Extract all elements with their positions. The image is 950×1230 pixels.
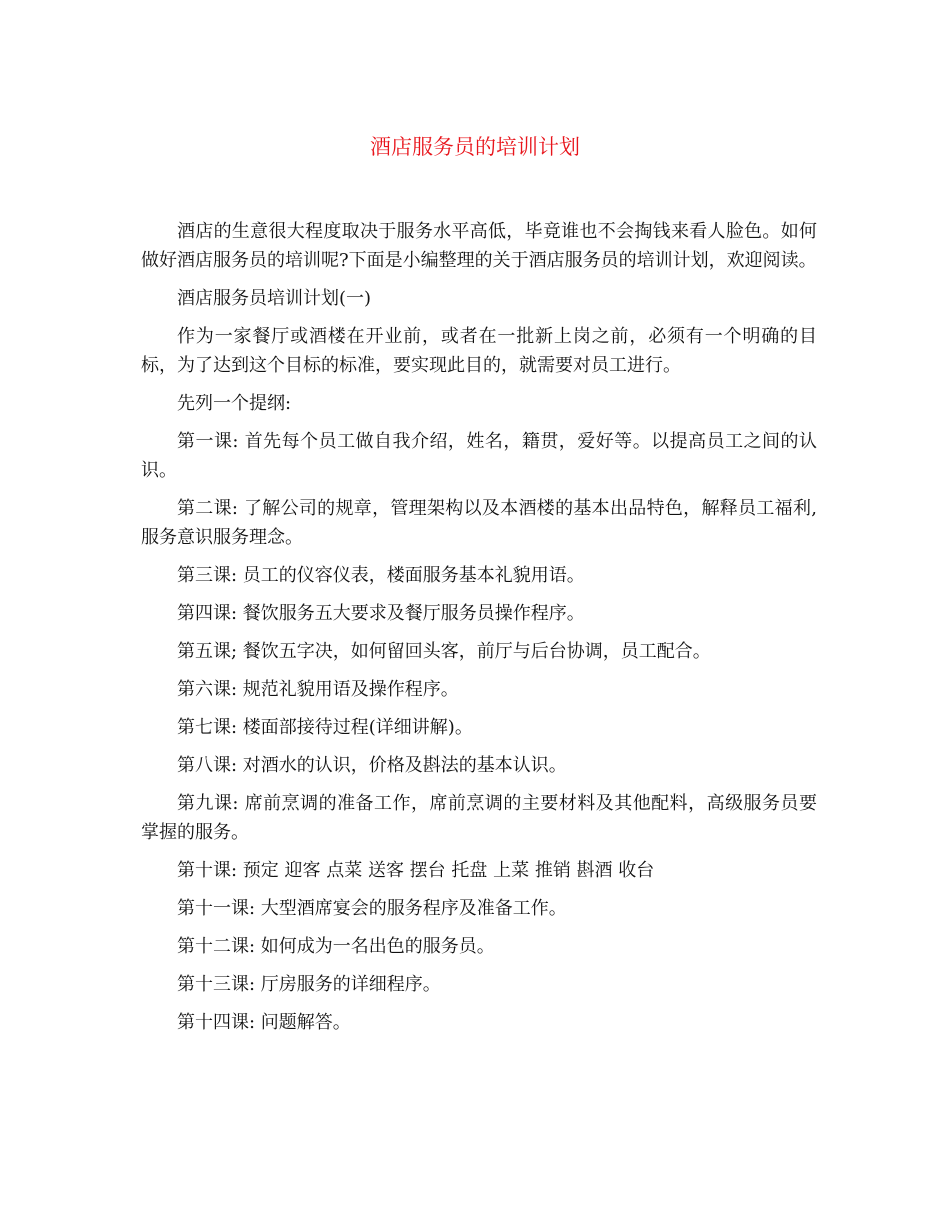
lesson-6: 第六课: 规范礼貌用语及操作程序。 bbox=[177, 679, 459, 700]
paragraph-purpose: 作为一家餐厅或酒楼在开业前，或者在一批新上岗之前，必须有一个明确的目标，为了达到这个目标的标准，要实现此目的，就需要对员工进行。 bbox=[141, 326, 817, 376]
lesson-11: 第十一课: 大型酒席宴会的服务程序及准备工作。 bbox=[177, 898, 567, 919]
lesson-7: 第七课: 楼面部接待过程(详细讲解)。 bbox=[177, 717, 473, 738]
lesson-1: 第一课: 首先每个员工做自我介绍，姓名，籍贯，爱好等。以提高员工之间的认识。 bbox=[141, 431, 817, 481]
lesson-10: 第十课: 预定 迎客 点菜 送客 摆台 托盘 上菜 推销 斟酒 收台 bbox=[177, 860, 655, 881]
paragraph-intro: 酒店的生意很大程度取决于服务水平高低，毕竟谁也不会掏钱来看人脸色。如何做好酒店服务员的培训呢?下面是小编整理的关于酒店服务员的培训计划，欢迎阅读。 bbox=[141, 221, 817, 271]
outline-heading: 先列一个提纲: bbox=[177, 393, 292, 414]
lesson-14: 第十四课: 问题解答。 bbox=[177, 1012, 351, 1033]
lesson-2: 第二课: 了解公司的规章，管理架构以及本酒楼的基本出品特色，解释员工福利, 服务意识服务理念。 bbox=[141, 498, 817, 548]
lesson-3: 第三课: 员工的仪容仪表，楼面服务基本礼貌用语。 bbox=[177, 565, 585, 586]
lesson-8: 第八课: 对酒水的认识，价格及斟法的基本认识。 bbox=[177, 755, 567, 776]
document-title: 酒店服务员的培训计划 bbox=[370, 135, 580, 159]
lesson-13: 第十三课: 厅房服务的详细程序。 bbox=[177, 974, 441, 995]
lesson-5: 第五课; 餐饮五字决，如何留回头客，前厅与后台协调，员工配合。 bbox=[177, 641, 711, 662]
lesson-9: 第九课: 席前烹调的准备工作，席前烹调的主要材料及其他配料，高级服务员要掌握的服务。 bbox=[141, 793, 817, 843]
document-body bbox=[141, 217, 817, 1046]
lesson-4: 第四课: 餐饮服务五大要求及餐厅服务员操作程序。 bbox=[177, 603, 585, 624]
lesson-12: 第十二课: 如何成为一名出色的服务员。 bbox=[177, 936, 495, 957]
section-heading: 酒店服务员培训计划(一) bbox=[177, 288, 372, 309]
